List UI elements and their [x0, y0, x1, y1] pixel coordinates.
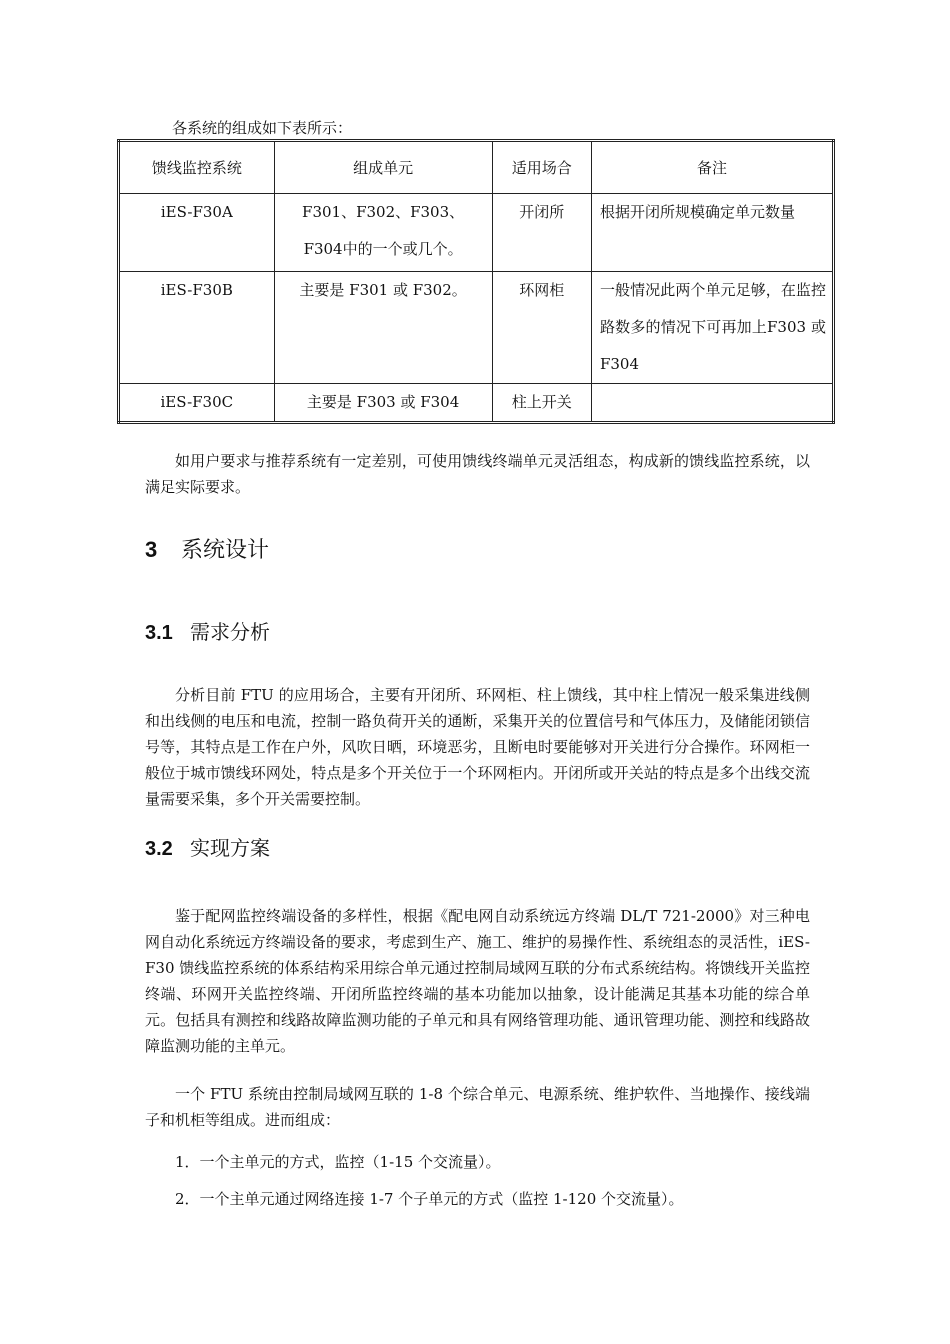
list-item: 2．一个主单元通过网络连接 1-7 个子单元的方式（监控 1-120 个交流量）。 [175, 1190, 684, 1208]
section-3-2-body-2: 一个 FTU 系统由控制局域网互联的 1-8 个综合单元、电源系统、维护软件、当地操作、接线端子和机柜等组成。进而组成： [145, 1085, 810, 1129]
table-header-row [119, 141, 834, 194]
table-intro: 各系统的组成如下表所示： [172, 119, 353, 137]
section-3-heading [145, 536, 269, 565]
cell-note: 一般情况此两个单元足够，在监控路数多的情况下可再加上F303 或 F304 [591, 272, 833, 384]
cell-place: 开闭所 [492, 194, 591, 272]
cell-system: iES-F30A [119, 194, 275, 272]
system-composition-table [117, 139, 835, 424]
header-system: 馈线监控系统 [119, 141, 275, 194]
list-item: 1．一个主单元的方式，监控（1-15 个交流量）。 [175, 1153, 501, 1171]
cell-system: iES-F30B [119, 272, 275, 384]
cell-place: 环网柜 [492, 272, 591, 384]
cell-note [591, 384, 833, 423]
header-note: 备注 [591, 141, 833, 194]
section-3-2-heading [145, 835, 270, 862]
header-place: 适用场合 [492, 141, 591, 194]
cell-units: F301、F302、F303、F304中的一个或几个。 [274, 194, 492, 272]
header-units: 组成单元 [274, 141, 492, 194]
section-title: 需求分析 [190, 620, 270, 644]
cell-system: iES-F30C [119, 384, 275, 423]
section-number: 3.1 [145, 622, 173, 644]
cell-place: 柱上开关 [492, 384, 591, 423]
section-number: 3.2 [145, 838, 173, 860]
section-3-2-body-1: 鉴于配网监控终端设备的多样性，根据《配电网自动系统远方终端 DL/T 721-2000》对三种电网自动化系统远方终端设备的要求，考虑到生产、施工、维护的易操作性、系统组态的灵活性，iES-F30 馈线监控系统的体系结构采用综合单元通过控制局域网互联的分布式系统结构。将馈线开关监控终端、环网开关监控终端、开闭所监控终端的基本功能加以抽象，设计能满足其基本功能的综合单元。包括具有测控和线路故障监测功能的子单元和具有网络管理功能、通讯管理功能、测控和线路故障监测功能的主单元。 [145, 907, 810, 1055]
table-row [119, 272, 834, 384]
section-number: 3 [145, 537, 158, 562]
section-3-1-body: 分析目前 FTU 的应用场合，主要有开闭所、环网柜、柱上馈线，其中柱上情况一般采集进线侧和出线侧的电压和电流，控制一路负荷开关的通断，采集开关的位置信号和气体压力，及储能闭锁信号等，其特点是工作在户外，风吹日晒，环境恶劣，且断电时要能够对开关进行分合操作。环网柜一般位于城市馈线环网处，特点是多个开关位于一个环网柜内。开闭所或开关站的特点是多个出线交流量需要采集，多个开关需要控制。 [145, 686, 810, 808]
section-title: 实现方案 [190, 836, 270, 860]
table-row [119, 384, 834, 423]
section-title: 系统设计 [181, 538, 270, 563]
cell-units: 主要是 F301 或 F302。 [274, 272, 492, 384]
table-row [119, 194, 834, 272]
paragraph-after-table: 如用户要求与推荐系统有一定差别，可使用馈线终端单元灵活组态，构成新的馈线监控系统，以满足实际要求。 [145, 452, 810, 496]
section-3-1-heading [145, 619, 270, 646]
cell-units: 主要是 F303 或 F304 [274, 384, 492, 423]
cell-note: 根据开闭所规模确定单元数量 [591, 194, 833, 272]
